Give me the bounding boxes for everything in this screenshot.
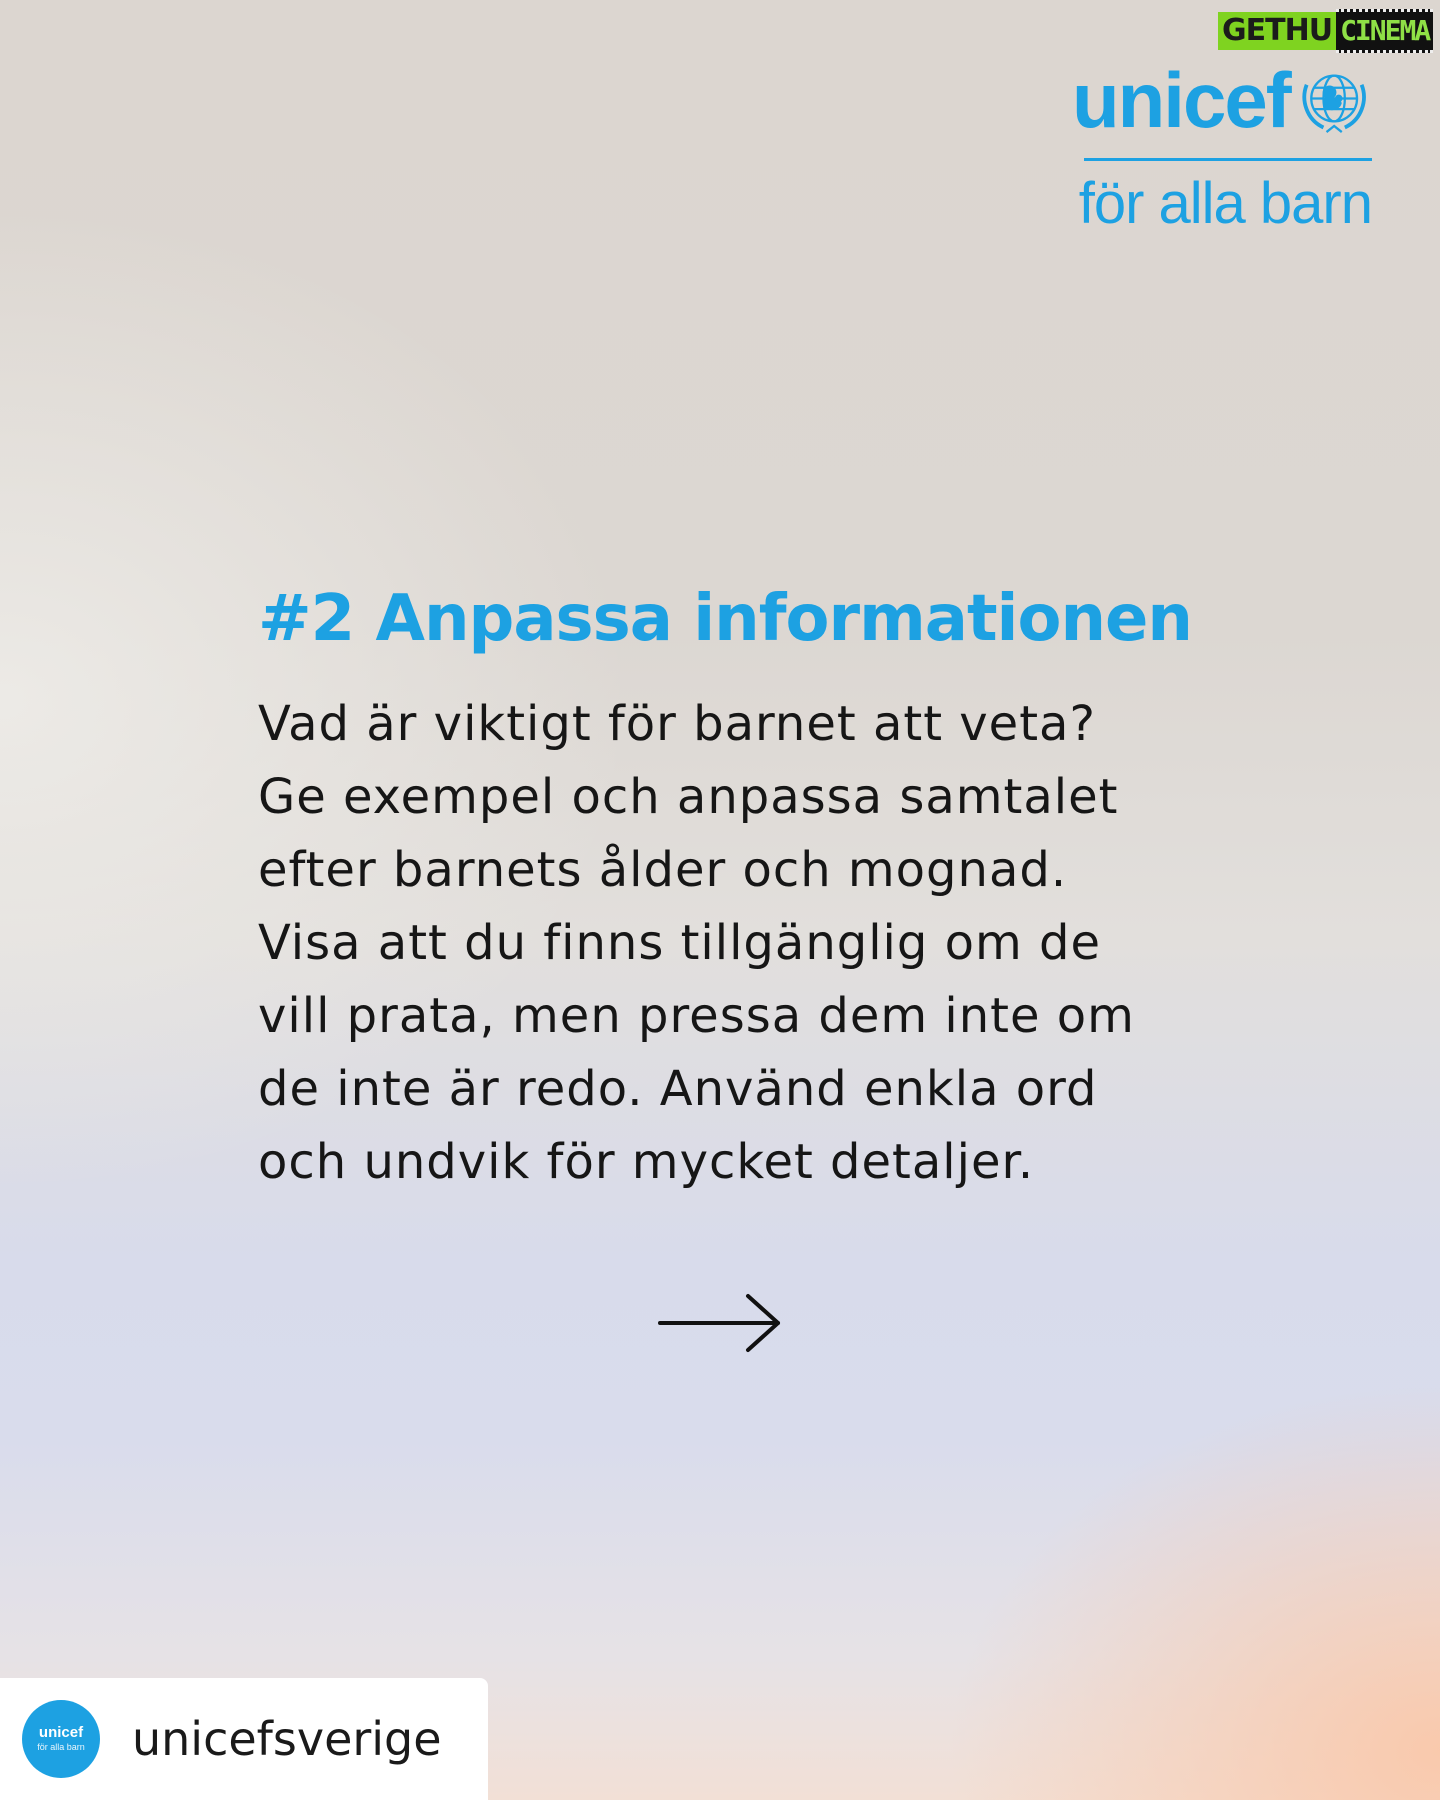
body-line: och undvik för mycket detaljer. [258, 1134, 1035, 1190]
watermark-cinema: CINEMA [1336, 9, 1433, 53]
slide-heading: #2 Anpassa informationen [258, 582, 1192, 656]
body-line: vill prata, men pressa dem inte om [258, 988, 1135, 1044]
body-line: efter barnets ålder och mognad. [258, 842, 1068, 898]
logo-wordmark: unicef [1072, 56, 1290, 144]
logo-tagline: för alla barn [1078, 171, 1372, 236]
repost-tag[interactable] [0, 1678, 488, 1800]
logo-divider [1084, 158, 1372, 161]
slide-body [258, 688, 1218, 1199]
watermark-gethu: GETHU [1218, 12, 1336, 50]
avatar-wordmark: unicef [38, 1724, 84, 1741]
unicef-logo [1072, 58, 1372, 237]
username[interactable]: unicefsverige [132, 1712, 442, 1766]
unicef-globe-emblem-icon [1296, 58, 1372, 142]
body-line: Visa att du finns tillgänglig om de [258, 915, 1101, 971]
arrow-right-icon[interactable] [656, 1290, 784, 1356]
body-line: Ge exempel och anpassa samtalet [258, 769, 1119, 825]
body-line: Vad är viktigt för barnet att veta? [258, 696, 1096, 752]
avatar[interactable] [22, 1700, 100, 1778]
avatar-tagline: för alla barn [37, 1742, 85, 1752]
body-line: de inte är redo. Använd enkla ord [258, 1061, 1098, 1117]
watermark [1218, 8, 1434, 54]
